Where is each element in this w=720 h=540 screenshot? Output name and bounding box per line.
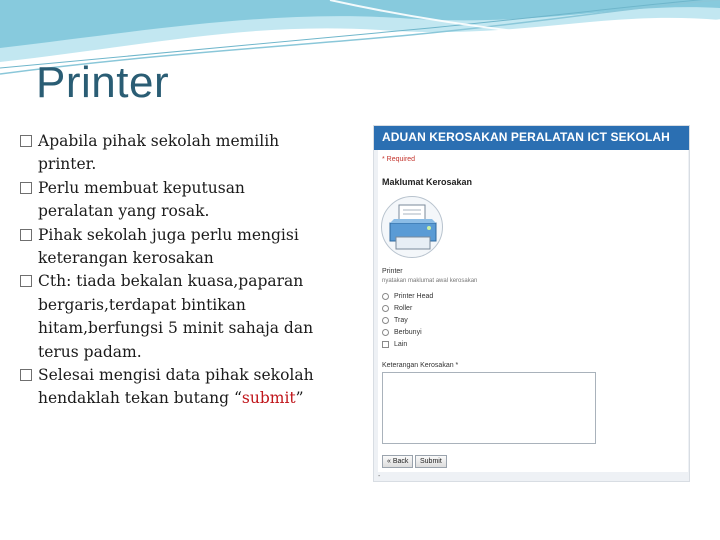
- checkbox[interactable]: [382, 341, 389, 348]
- checkbox-bullet-icon: [20, 182, 32, 194]
- radio-button[interactable]: [382, 293, 389, 300]
- option-label: Lain: [394, 340, 408, 348]
- printer-icon: [381, 196, 443, 258]
- radio-button[interactable]: [382, 329, 389, 336]
- bullet-list: [20, 130, 350, 411]
- bullet-line: hitam,berfungsi 5 minit sahaja dan: [38, 319, 314, 338]
- option-tray[interactable]: [382, 314, 433, 326]
- option-printer-head[interactable]: [382, 290, 433, 302]
- bullet-line: terus padam.: [38, 342, 142, 361]
- required-note: * Required: [382, 156, 416, 163]
- keterangan-label: Keterangan Kerosakan *: [382, 362, 459, 369]
- bullet-line: peralatan yang rosak.: [38, 202, 210, 221]
- bullet-line: Perlu membuat keputusan: [38, 178, 245, 197]
- radio-button[interactable]: [382, 317, 389, 324]
- option-lain[interactable]: [382, 338, 433, 350]
- bullet-item: [20, 130, 350, 177]
- question-label: Printer: [382, 268, 403, 275]
- bullet-line: hendaklah tekan butang “: [38, 389, 242, 408]
- keterangan-textarea[interactable]: [382, 372, 596, 444]
- complaint-form-screenshot: [373, 125, 690, 482]
- bullet-line: ”: [295, 389, 304, 408]
- checkbox-bullet-icon: [20, 229, 32, 241]
- bullet-line: Pihak sekolah juga perlu mengisi: [38, 225, 299, 244]
- form-body: [378, 150, 688, 472]
- option-label: Berbunyi: [394, 328, 422, 336]
- checkbox-bullet-icon: [20, 275, 32, 287]
- option-berbunyi[interactable]: [382, 326, 433, 338]
- bullet-item: [20, 270, 350, 364]
- radio-button[interactable]: [382, 305, 389, 312]
- bullet-line: Apabila pihak sekolah memilih: [38, 132, 280, 150]
- checkbox-bullet-icon: [20, 135, 32, 147]
- bullet-item: [20, 224, 350, 271]
- form-footnote: -: [378, 473, 381, 480]
- option-label: Tray: [394, 316, 408, 324]
- bullet-line: bergaris,terdapat bintikan: [38, 295, 246, 314]
- bullet-line: Selesai mengisi data pihak sekolah: [38, 366, 314, 385]
- slide-title: Printer: [36, 58, 170, 107]
- submit-highlight: submit: [241, 389, 296, 408]
- bullet-item: [20, 177, 350, 224]
- option-label: Printer Head: [394, 292, 434, 300]
- bullet-line: printer.: [38, 155, 97, 174]
- bullet-line: keterangan kerosakan: [38, 249, 214, 268]
- bullet-line: Cth: tiada bekalan kuasa,paparan: [38, 272, 304, 291]
- form-header: ADUAN KEROSAKAN PERALATAN ICT SEKOLAH: [374, 126, 689, 150]
- checkbox-bullet-icon: [20, 369, 32, 381]
- submit-button[interactable]: Submit: [415, 455, 447, 468]
- back-button[interactable]: « Back: [382, 455, 413, 468]
- option-list: [382, 290, 433, 350]
- option-roller[interactable]: [382, 302, 433, 314]
- question-help: nyatakan maklumat awal kerosakan: [382, 278, 478, 284]
- option-label: Roller: [394, 304, 413, 312]
- section-title: Maklumat Kerosakan: [382, 177, 473, 187]
- bullet-item: [20, 364, 350, 411]
